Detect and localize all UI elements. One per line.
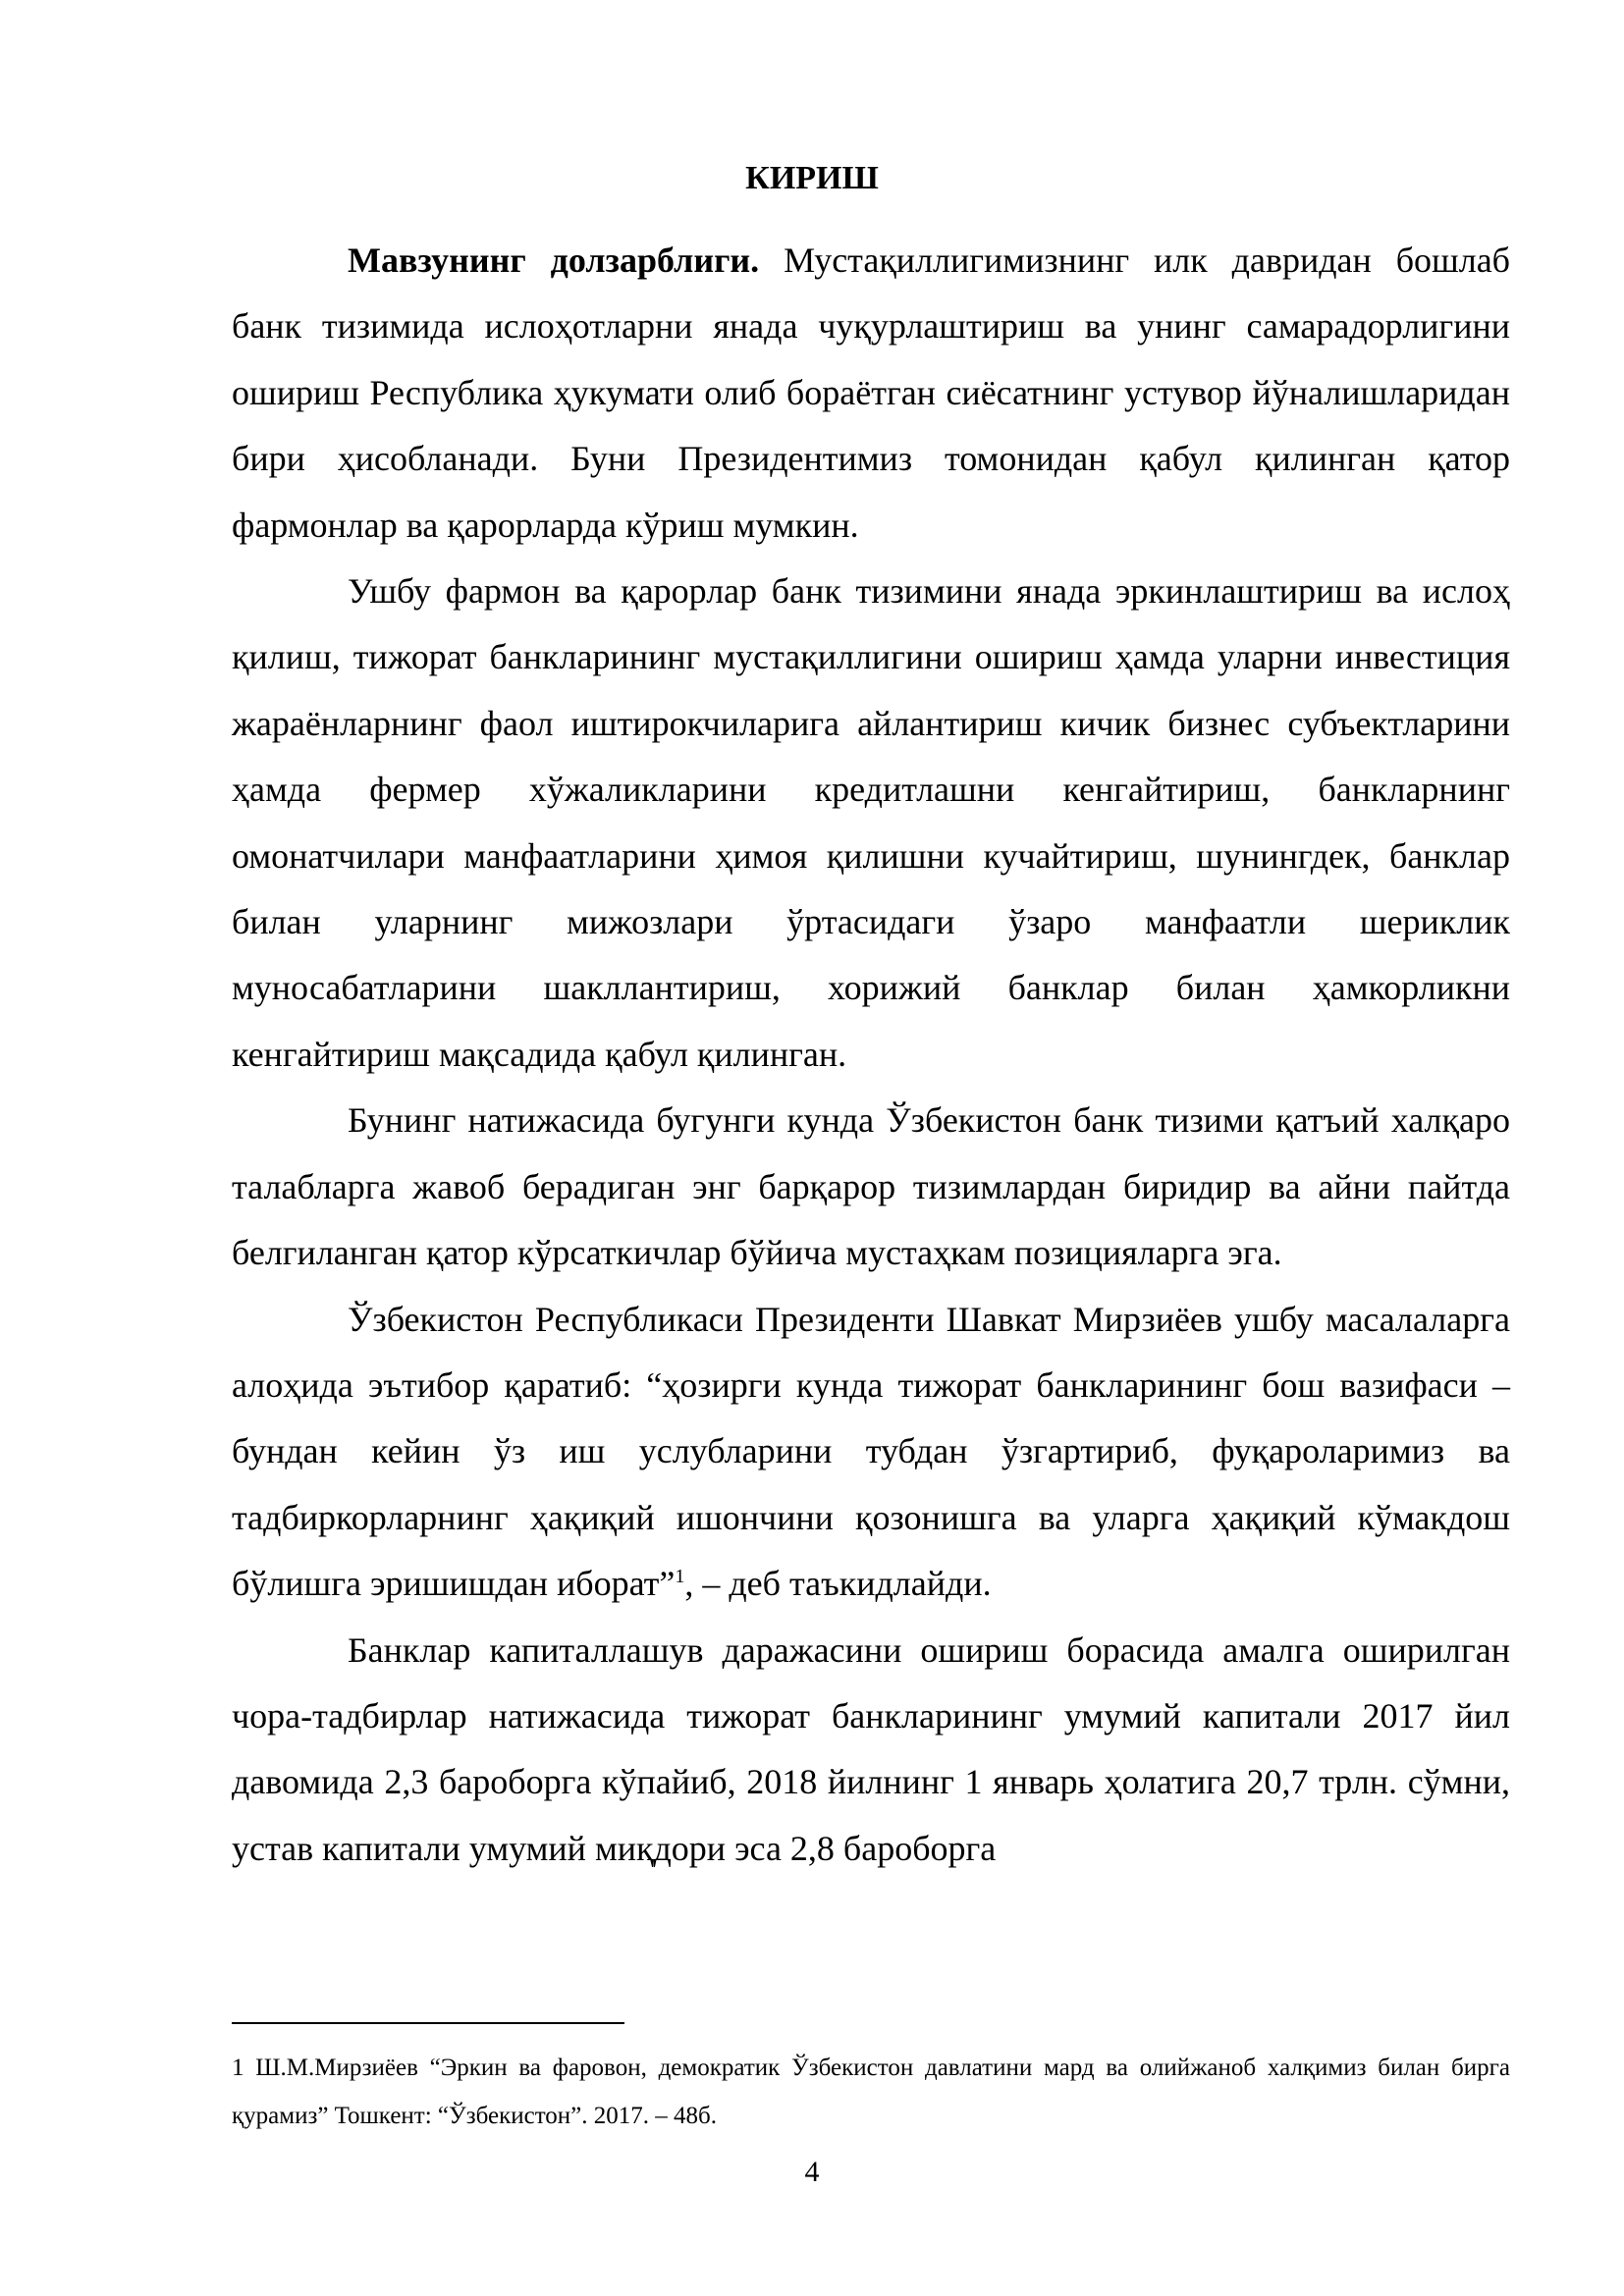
footnote-separator <box>232 2022 624 2024</box>
footnote-reference: 1 <box>675 1566 685 1588</box>
footnote: 1 Ш.М.Мирзиёев “Эркин ва фаровон, демократик Ўзбекистон давлатини мард ва олийжаноб халқимиз билан бирга қурамиз” Тошкент: “Ўзбекистон”. 2017. – 48б. <box>232 2055 1510 2129</box>
page-number: 4 <box>804 2156 820 2188</box>
paragraph-lead: Мавзунинг долзарблиги. <box>348 240 760 280</box>
section-heading: КИРИШ <box>745 160 879 196</box>
paragraph-result: Бунинг натижасида бугунги кунда Ўзбекистон банк тизими қатъий халқаро талабларга жавоб берадиган энг барқарор тизимлардан биридир ва айни пайтда белгиланган қатор кўрсаткичлар бўйича мустаҳкам позицияларга эга. <box>232 1100 1510 1273</box>
paragraph-capitalization: Банклар капиталлашув даражасини ошириш борасида амалга оширилган чора-тадбирлар натижасида тижорат банкларининг умумий капитали 2017 йил давомида 2,3 бароборга кўпайиб, 2018 йилнинг 1 январь ҳолатига 20,7 трлн. сўмни, устав капитали умумий миқдори эса 2,8 бароборга <box>232 1629 1510 1868</box>
quote-attribution: , – деб таъкидлайди. <box>684 1564 992 1604</box>
paragraph-decrees: Ушбу фармон ва қарорлар банк тизимини янада эркинлаштириш ва ислоҳ қилиш, тижорат банкларининг мустақиллигини ошириш ҳамда уларни инвестиция жараёнларнинг фаол иштирокчиларига айлантириш кичик бизнес субъектларини ҳамда фермер хўжаликларини кредитлашни кенгайтириш, банкларнинг омонатчилари манфаатларини ҳимоя қилишни кучайтириш, шунингдек, банклар билан уларнинг мижозлари ўртасидаги ўзаро манфаатли шериклик муносабатларини шакллантириш, хорижий банклар билан ҳамкорликни кенгайтириш мақсадида қабул қилинган. <box>232 571 1510 1074</box>
paragraph-president-quote <box>232 1287 1510 1618</box>
body-text <box>232 228 1510 1882</box>
paragraph-relevance <box>232 228 1510 559</box>
paragraph-text: Мустақиллигимизнинг илк давридан бошлаб банк тизимида ислоҳотларни янада чуқурлаштириш ва унинг самарадорлигини ошириш Республика ҳукумати олиб бораётган сиёсатнинг устувор йўналишларидан бири ҳисобланади. Буни Президентимиз томонидан қабул қилинган қатор фармонлар ва қарорларда кўриш мумкин. <box>232 240 1510 545</box>
quote-text: Ўзбекистон Республикаси Президенти Шавкат Мирзиёев ушбу масалаларга алоҳида эътибор қаратиб: “ҳозирги кунда тижорат банкларининг бош вазифаси – бундан кейин ўз иш услубларини тубдан ўзгартириб, фуқароларимиз ва тадбиркорларнинг ҳақиқий ишончини қозонишга ва уларга ҳақиқий кўмакдош бўлишга эришишдан иборат” <box>232 1299 1510 1604</box>
